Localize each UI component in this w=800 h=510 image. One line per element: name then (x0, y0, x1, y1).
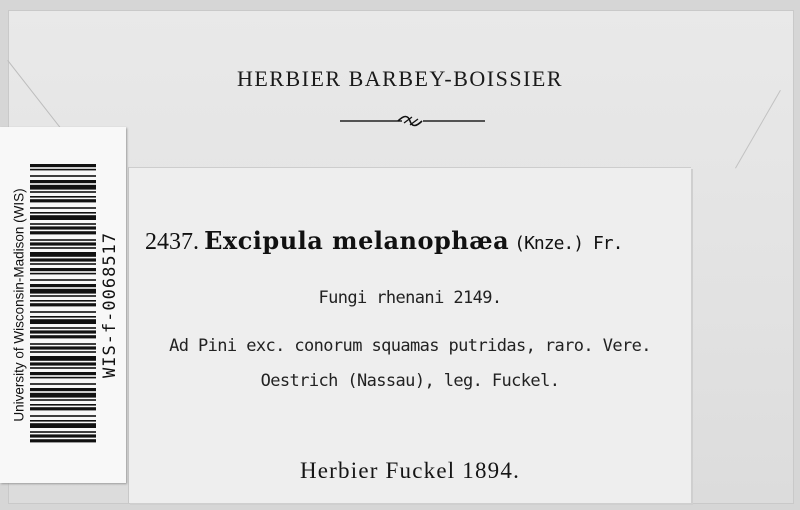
envelope-header-title: HERBIER BARBEY-BOISSIER (236, 66, 564, 91)
flourish-divider-icon (340, 114, 485, 128)
specimen-number: 2437. (145, 229, 199, 255)
species-authority: (Knze.) Fr. (514, 233, 623, 254)
species-name: Excipula melanophæa (204, 226, 510, 255)
locality-line: Ad Pini exc. conorum squamas putridas, raro. Vere. (169, 336, 651, 356)
place-collector-line: Oestrich (Nassau), leg. Fuckel. (260, 371, 560, 391)
herbarium-source: Herbier Fuckel 1894. (299, 458, 521, 483)
barcode-icon (30, 164, 96, 446)
institution-name: University of Wisconsin-Madison (WIS) (11, 188, 27, 422)
specimen-label (128, 167, 691, 503)
barcode-label (0, 127, 126, 483)
exsiccata-line: Fungi rhenani 2149. (318, 288, 502, 308)
catalog-number: WIS-f-0068517 (100, 231, 120, 379)
species-heading (145, 226, 622, 256)
